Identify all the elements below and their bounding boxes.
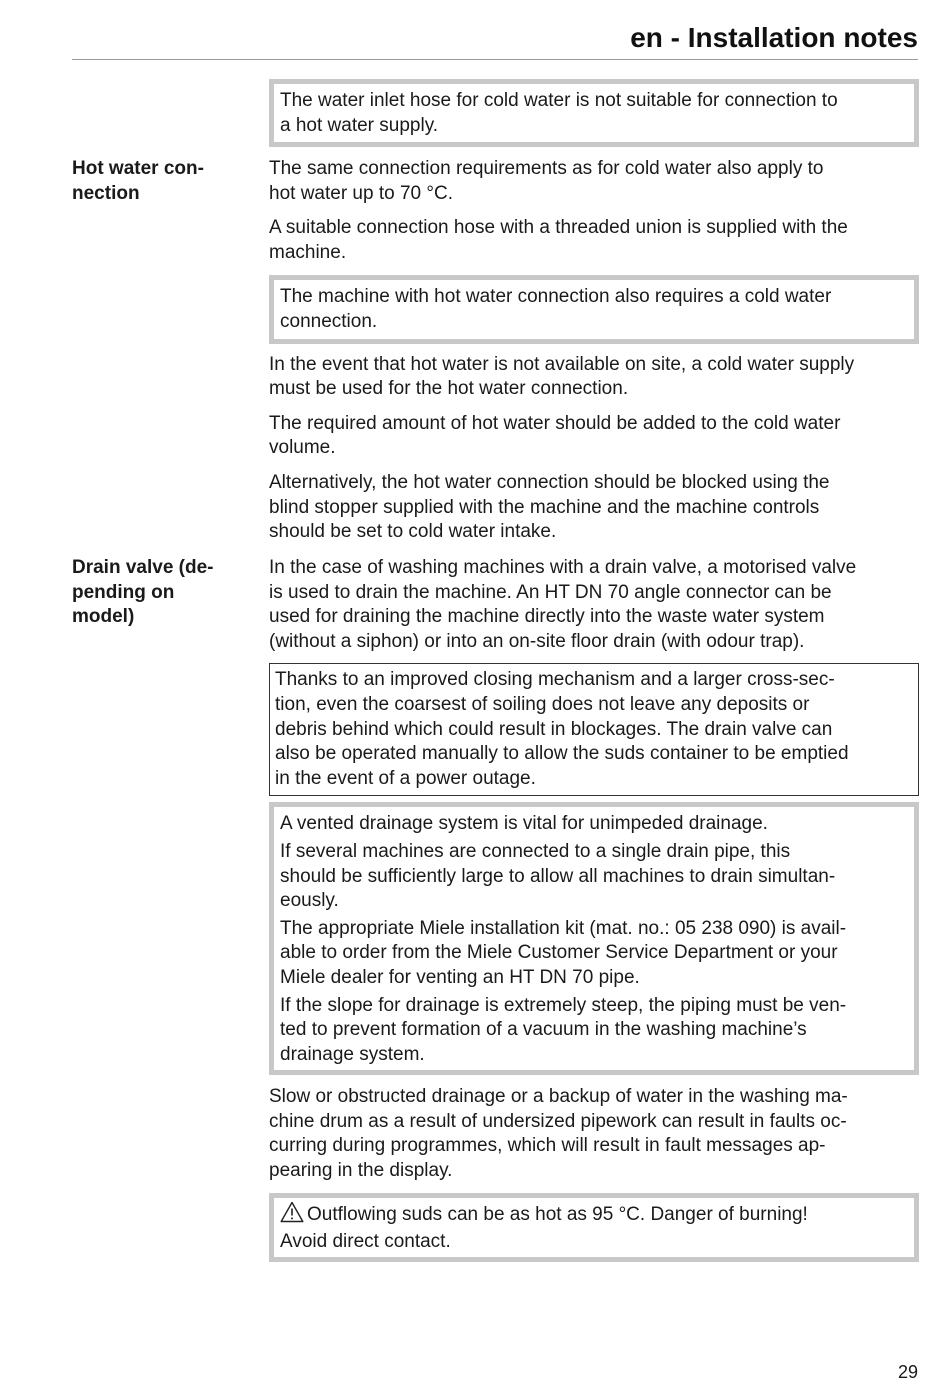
hot-water-note-text: The machine with hot water connection also requires a cold water connection. (280, 286, 832, 332)
page-number: 29 (897, 1362, 918, 1382)
hot-water-paragraph-3: In the event that hot water is not available on site, a cold water supply must be used for the hot water connection. (269, 353, 855, 400)
warning-line-1: Outflowing suds can be as hot as 95 °C. Danger of burning! (307, 1203, 808, 1225)
vented-drainage-note-c: The appropriate Miele installation kit (mat. no.: 05 238 090) is avail- able to order from the Miele Customer Service Department or your Miele dealer for venting an HT DN 70 pipe. (280, 917, 847, 988)
hot-water-paragraph-4: The required amount of hot water should be added to the cold water volume. (269, 412, 841, 459)
warning-triangle-icon (280, 1201, 304, 1223)
drain-valve-paragraph-2: Slow or obstructed drainage or a backup of water in the washing ma- chine drum as a result of undersized pipework can result in faults oc- curring during programmes, which will result in fault messages ap- pearing in the display. (269, 1086, 848, 1182)
drain-valve-paragraph-1: In the case of washing machines with a drain valve, a motorised valve is used to drain the machine. An HT DN 70 angle connector can be used for draining the machine directly into the waste water system (without a siphon) or into an on-site floor drain (with odour trap). (269, 557, 857, 652)
hot-water-note (269, 275, 919, 343)
header-divider (72, 59, 918, 60)
hot-suds-warning-text (280, 1201, 908, 1255)
drain-valve-section (269, 556, 919, 1262)
warning-line-2: Avoid direct contact. (280, 1230, 451, 1252)
drain-valve-heading: Drain valve (de- pending on model) (72, 557, 214, 628)
vented-drainage-note-b: If several machines are connected to a single drain pipe, this should be sufficiently large to allow all machines to drain simultan- eously. (280, 840, 836, 912)
vented-drainage-note-d: If the slope for drainage is extremely steep, the piping must be ven- ted to prevent formation of a vacuum in the washing machine’s drainage system. (280, 994, 847, 1065)
vented-drainage-note (269, 802, 919, 1075)
hot-suds-warning (269, 1193, 919, 1262)
hot-water-paragraph-2: A suitable connection hose with a threaded union is supplied with the machine. (269, 217, 848, 263)
cold-water-note (269, 79, 919, 147)
hot-water-heading: Hot water con- nection (72, 158, 204, 204)
drain-valve-info-box (269, 663, 919, 796)
hot-water-paragraph-1: The same connection requirements as for cold water also apply to hot water up to 70 °C. (269, 158, 824, 204)
drain-valve-info-text: Thanks to an improved closing mechanism and a larger cross-sec- tion, even the coarsest of soiling does not leave any deposits or debris behind which could result in blockages. The drain valve can also be operated manually to allow the suds container to be emptied in the event of a power outage. (275, 669, 849, 789)
vented-drainage-note-a: A vented drainage system is vital for unimpeded drainage. (280, 813, 768, 835)
hot-water-section (269, 157, 919, 555)
cold-water-note-text: The water inlet hose for cold water is not suitable for connection to a hot water supply. (280, 90, 838, 136)
header-title: en - Installation notes (630, 22, 918, 53)
hot-water-paragraph-5: Alternatively, the hot water connection should be blocked using the blind stopper supplied with the machine and the machine controls should be set to cold water intake. (269, 471, 830, 543)
cold-water-section (269, 79, 919, 147)
